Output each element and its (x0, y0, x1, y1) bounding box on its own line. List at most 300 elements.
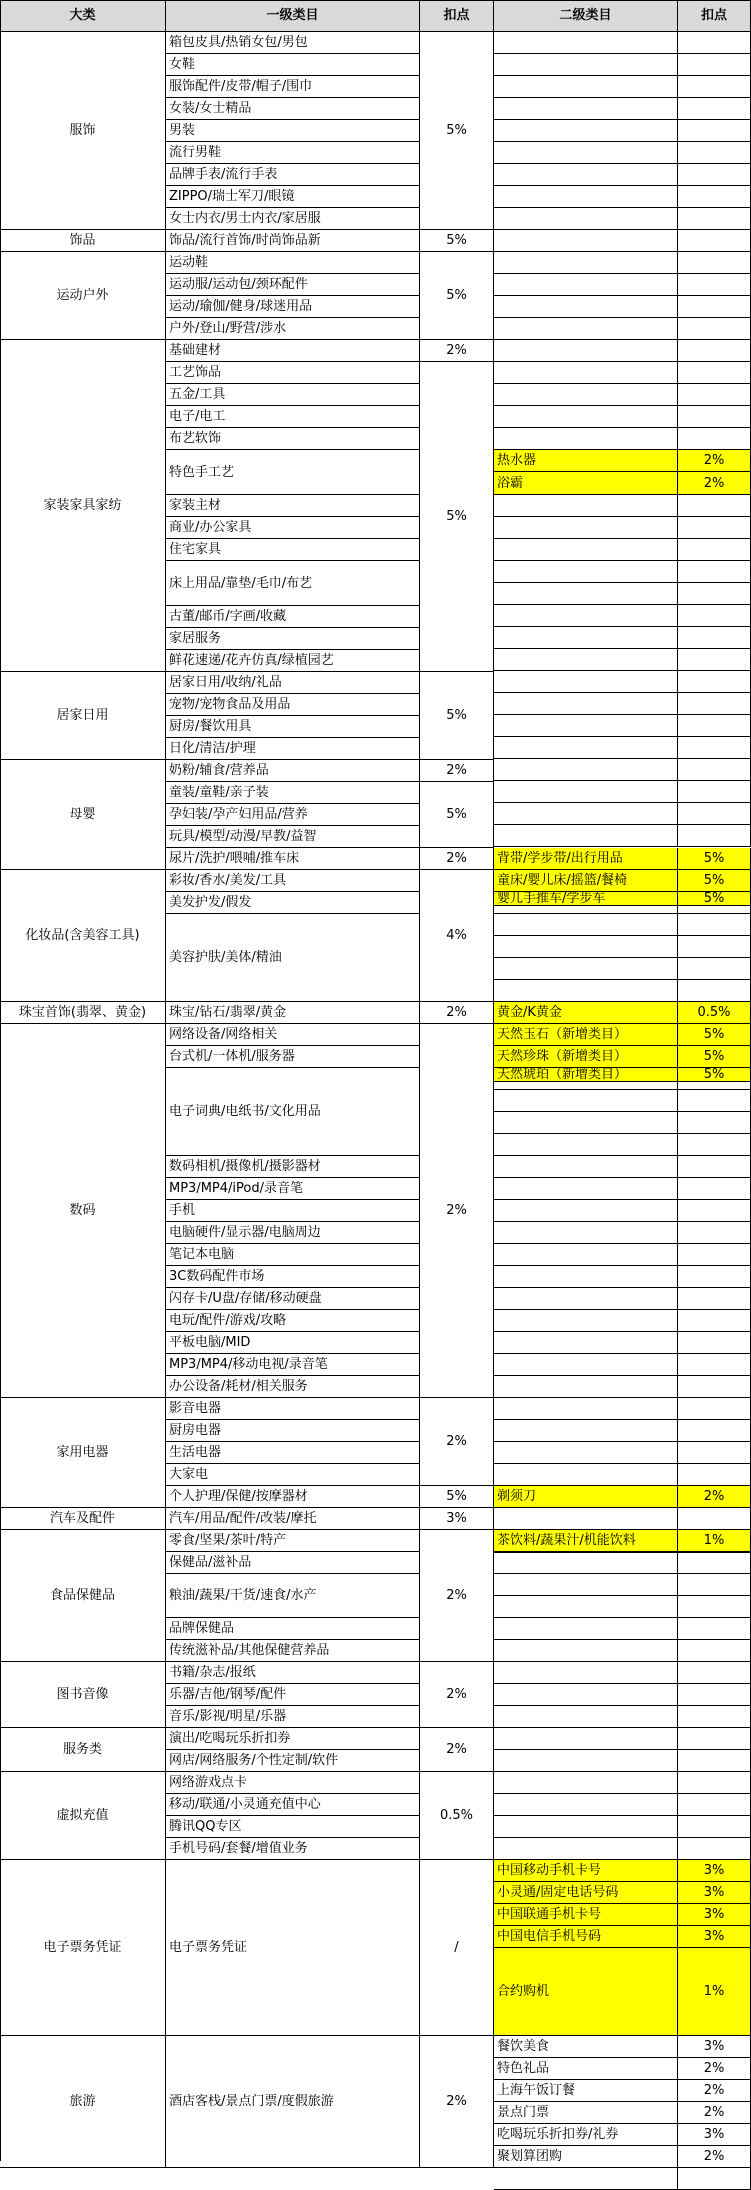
secondary-category-cell: 天然琥珀（新增类目） (494, 1068, 678, 1082)
secondary-rate-cell (678, 1090, 751, 1112)
secondary-category-cell (494, 539, 678, 561)
primary-category-cell: 品牌保健品 (166, 1618, 420, 1640)
primary-category-cell: 运动鞋 (166, 252, 420, 274)
primary-category-cell: 奶粉/辅食/营养品 (166, 760, 420, 782)
category-cell: 饰品 (0, 230, 166, 252)
secondary-rate-cell: 5% (678, 1024, 751, 1046)
secondary-category-cell (494, 1156, 678, 1178)
primary-category-cell: 品牌手表/流行手表 (166, 164, 420, 186)
secondary-category-cell (494, 54, 678, 76)
primary-category-cell: 生活电器 (166, 1442, 420, 1464)
secondary-rate-cell (678, 1310, 751, 1332)
secondary-rate-cell (678, 1640, 751, 1662)
header-secondary-rate: 扣点 (678, 0, 751, 32)
secondary-category-cell: 天然珍珠（新增类目） (494, 1046, 678, 1068)
secondary-rate-cell (678, 737, 751, 759)
primary-rate-cell: 4% (420, 870, 494, 1002)
primary-category-cell: 男装 (166, 120, 420, 142)
secondary-rate-cell: 5% (678, 848, 751, 870)
secondary-rate-cell (678, 759, 751, 781)
secondary-rate-cell (678, 1134, 751, 1156)
primary-category-cell: 网店/网络服务/个性定制/软件 (166, 1750, 420, 1772)
secondary-rate-cell (678, 693, 751, 715)
secondary-rate-cell: 5% (678, 1046, 751, 1068)
secondary-category-cell (494, 781, 678, 803)
secondary-category-cell (494, 1398, 678, 1420)
secondary-category-cell (494, 958, 678, 980)
primary-rate-cell: 2% (420, 1002, 494, 1024)
secondary-category-cell (494, 1662, 678, 1684)
secondary-rate-cell: 3% (678, 1904, 751, 1926)
secondary-category-cell (494, 340, 678, 362)
secondary-rate-cell (678, 1288, 751, 1310)
secondary-category-cell (494, 1244, 678, 1266)
primary-category-cell: 床上用品/靠垫/毛巾/布艺 (166, 561, 420, 606)
primary-rate-cell: 5% (420, 1486, 494, 1508)
primary-category-cell: 工艺饰品 (166, 362, 420, 384)
primary-category-cell: 酒店客栈/景点门票/度假旅游 (166, 2036, 420, 2168)
category-cell: 母婴 (0, 760, 166, 870)
header-secondary: 二级类目 (494, 0, 678, 32)
primary-category-cell: 汽车/用品/配件/改装/摩托 (166, 1508, 420, 1530)
primary-category-cell: 电子/电工 (166, 406, 420, 428)
secondary-rate-cell (678, 1442, 751, 1464)
secondary-rate-cell: 3% (678, 1882, 751, 1904)
primary-category-cell: 乐器/吉他/钢琴/配件 (166, 1684, 420, 1706)
secondary-category-cell (494, 1728, 678, 1750)
primary-category-cell: 玩具/模型/动漫/早教/益智 (166, 826, 420, 848)
secondary-rate-cell (678, 914, 751, 936)
primary-category-cell: 网络游戏点卡 (166, 1772, 420, 1794)
secondary-rate-cell (678, 2168, 751, 2190)
primary-category-cell: 电子票务凭证 (166, 1860, 420, 2036)
secondary-rate-cell (678, 1156, 751, 1178)
secondary-rate-cell (678, 252, 751, 274)
secondary-rate-cell (678, 406, 751, 428)
secondary-category-cell (494, 252, 678, 274)
primary-category-cell: 尿片/洗护/喂哺/推车床 (166, 848, 420, 870)
secondary-rate-cell (678, 1596, 751, 1618)
primary-category-cell: 闪存卡/U盘/存储/移动硬盘 (166, 1288, 420, 1310)
secondary-rate-cell (678, 428, 751, 450)
secondary-category-cell: 聚划算团购 (494, 2146, 678, 2168)
secondary-category-cell: 特色礼品 (494, 2058, 678, 2080)
primary-category-cell: 家装主材 (166, 495, 420, 517)
primary-rate-cell: 2% (420, 1530, 494, 1662)
secondary-category-cell (494, 936, 678, 958)
secondary-category-cell: 婴儿手推车/学步车 (494, 892, 678, 906)
secondary-rate-cell (678, 1332, 751, 1354)
secondary-category-cell: 小灵通/固定电话号码 (494, 1882, 678, 1904)
primary-category-cell: 珠宝/钻石/翡翠/黄金 (166, 1002, 420, 1024)
secondary-category-cell: 餐饮美食 (494, 2036, 678, 2058)
primary-category-cell: 美发护发/假发 (166, 892, 420, 914)
secondary-rate-cell (678, 803, 751, 825)
primary-category-cell: MP3/MP4/iPod/录音笔 (166, 1178, 420, 1200)
secondary-rate-cell (678, 1508, 751, 1530)
secondary-rate-cell (678, 1662, 751, 1684)
secondary-rate-cell (678, 781, 751, 803)
category-cell: 虚拟充值 (0, 1772, 166, 1860)
primary-category-cell: 手机号码/套餐/增值业务 (166, 1838, 420, 1860)
secondary-rate-cell (678, 1684, 751, 1706)
secondary-category-cell (494, 1222, 678, 1244)
secondary-category-cell: 天然玉石（新增类目） (494, 1024, 678, 1046)
category-cell: 家装家具家纺 (0, 340, 166, 672)
secondary-rate-cell: 2% (678, 1486, 751, 1508)
primary-category-cell: 基础建材 (166, 340, 420, 362)
primary-category-cell: 零食/坚果/茶叶/特产 (166, 1530, 420, 1552)
primary-rate-cell: 2% (420, 848, 494, 870)
primary-rate-cell: 3% (420, 1508, 494, 1530)
secondary-category-cell (494, 2168, 678, 2190)
secondary-rate-cell (678, 1376, 751, 1398)
secondary-category-cell (494, 1420, 678, 1442)
primary-category-cell: 居家日用/收纳/礼品 (166, 672, 420, 694)
category-cell: 服饰 (0, 32, 166, 230)
secondary-rate-cell: 5% (678, 892, 751, 906)
secondary-category-cell (494, 693, 678, 715)
secondary-category-cell (494, 1200, 678, 1222)
category-cell: 电子票务凭证 (0, 1860, 166, 2036)
primary-category-cell: 彩妆/香水/美发/工具 (166, 870, 420, 892)
primary-category-cell: 保健品/滋补品 (166, 1552, 420, 1574)
secondary-category-cell (494, 98, 678, 120)
secondary-category-cell (494, 892, 678, 914)
secondary-category-cell: 中国移动手机卡号 (494, 1860, 678, 1882)
secondary-category-cell (494, 561, 678, 583)
secondary-rate-cell (678, 539, 751, 561)
secondary-rate-cell (678, 142, 751, 164)
primary-category-cell: ZIPPO/瑞士军刀/眼镜 (166, 186, 420, 208)
secondary-category-cell (494, 76, 678, 98)
secondary-category-cell (494, 1046, 678, 1068)
primary-category-cell: 电子词典/电纸书/文化用品 (166, 1068, 420, 1156)
primary-category-cell: 传统滋补品/其他保健营养品 (166, 1640, 420, 1662)
secondary-rate-cell (678, 1046, 751, 1068)
primary-category-cell: 移动/联通/小灵通充值中心 (166, 1794, 420, 1816)
secondary-category-cell: 中国联通手机卡号 (494, 1904, 678, 1926)
primary-rate-cell: 2% (420, 340, 494, 362)
header-category: 大类 (0, 0, 166, 32)
primary-category-cell: 五金/工具 (166, 384, 420, 406)
primary-category-cell: 服饰配件/皮带/帽子/围巾 (166, 76, 420, 98)
secondary-category-cell (494, 186, 678, 208)
secondary-category-cell (494, 1112, 678, 1134)
secondary-category-cell (494, 1442, 678, 1464)
primary-rate-cell: 2% (420, 1024, 494, 1398)
primary-category-cell: 台式机/一体机/服务器 (166, 1046, 420, 1068)
secondary-category-cell (494, 318, 678, 340)
secondary-category-cell (494, 1266, 678, 1288)
secondary-rate-cell: 0.5% (678, 1002, 751, 1024)
secondary-category-cell (494, 1640, 678, 1662)
primary-category-cell: 家居服务 (166, 628, 420, 650)
secondary-category-cell (494, 1618, 678, 1640)
secondary-rate-cell: 3% (678, 1860, 751, 1882)
primary-category-cell: 运动/瑜伽/健身/球迷用品 (166, 296, 420, 318)
secondary-category-cell (494, 362, 678, 384)
primary-category-cell: 厨房/餐饮用具 (166, 716, 420, 738)
secondary-rate-cell (678, 362, 751, 384)
secondary-category-cell (494, 649, 678, 671)
secondary-rate-cell (678, 1750, 751, 1772)
secondary-category-cell (494, 230, 678, 252)
header-primary: 一级类目 (166, 0, 420, 32)
primary-category-cell: 笔记本电脑 (166, 1244, 420, 1266)
secondary-rate-cell (678, 825, 751, 847)
primary-category-cell: 平板电脑/MID (166, 1332, 420, 1354)
secondary-rate-cell: 2% (678, 2102, 751, 2124)
primary-category-cell: 女士内衣/男士内衣/家居服 (166, 208, 420, 230)
primary-category-cell: 流行男鞋 (166, 142, 420, 164)
primary-category-cell: 日化/清洁/护理 (166, 738, 420, 760)
category-cell: 数码 (0, 1024, 166, 1398)
primary-category-cell: 演出/吃喝玩乐折扣券 (166, 1728, 420, 1750)
secondary-category-cell (494, 1090, 678, 1112)
secondary-rate-cell (678, 98, 751, 120)
secondary-category-cell: 黄金/K黄金 (494, 1002, 678, 1024)
secondary-category-cell: 中国电信手机号码 (494, 1926, 678, 1948)
primary-category-cell: 3C数码配件市场 (166, 1266, 420, 1288)
secondary-category-cell: 剃须刀 (494, 1486, 678, 1508)
secondary-category-cell (494, 1772, 678, 1794)
primary-category-cell: 手机 (166, 1200, 420, 1222)
primary-category-cell: 孕妇装/孕产妇用品/营养 (166, 804, 420, 826)
secondary-category-cell (494, 517, 678, 539)
primary-category-cell: 厨房电器 (166, 1420, 420, 1442)
secondary-rate-cell: 2% (678, 2080, 751, 2102)
secondary-category-cell (494, 1310, 678, 1332)
primary-category-cell: 电脑硬件/显示器/电脑周边 (166, 1222, 420, 1244)
primary-category-cell: 个人护理/保健/按摩器材 (166, 1486, 420, 1508)
primary-rate-cell: 2% (420, 1398, 494, 1486)
primary-category-cell: 户外/登山/野营/涉水 (166, 318, 420, 340)
secondary-rate-cell (678, 936, 751, 958)
primary-rate-cell: 0.5% (420, 1772, 494, 1860)
secondary-rate-cell (678, 1816, 751, 1838)
secondary-category-cell (494, 164, 678, 186)
secondary-category-cell (494, 208, 678, 230)
category-cell: 化妆品(含美容工具) (0, 870, 166, 1002)
secondary-category-cell (494, 1816, 678, 1838)
secondary-rate-cell (678, 1552, 751, 1574)
secondary-rate-cell (678, 1200, 751, 1222)
secondary-rate-cell (678, 980, 751, 1002)
category-cell: 居家日用 (0, 672, 166, 760)
primary-rate-cell: 2% (420, 2036, 494, 2168)
secondary-rate-cell (678, 958, 751, 980)
secondary-rate-cell: 5% (678, 1068, 751, 1082)
secondary-category-cell (494, 1574, 678, 1596)
primary-rate-cell: 5% (420, 230, 494, 252)
secondary-category-cell (494, 803, 678, 825)
primary-category-cell: 数码相机/摄像机/摄影器材 (166, 1156, 420, 1178)
secondary-category-cell (494, 605, 678, 627)
primary-rate-cell: 2% (420, 1728, 494, 1772)
secondary-rate-cell (678, 76, 751, 98)
category-cell: 食品保健品 (0, 1530, 166, 1662)
secondary-category-cell (494, 406, 678, 428)
category-cell: 服务类 (0, 1728, 166, 1772)
secondary-rate-cell (678, 1574, 751, 1596)
primary-rate-cell: / (420, 1860, 494, 2036)
secondary-rate-cell (678, 1244, 751, 1266)
secondary-category-cell (494, 1750, 678, 1772)
primary-category-cell: 商业/办公家具 (166, 517, 420, 539)
secondary-category-cell (494, 1508, 678, 1530)
secondary-category-cell: 景点门票 (494, 2102, 678, 2124)
primary-category-cell: 童装/童鞋/亲子装 (166, 782, 420, 804)
secondary-rate-cell (678, 296, 751, 318)
primary-rate-cell: 5% (420, 32, 494, 230)
primary-category-cell: 影音电器 (166, 1398, 420, 1420)
secondary-rate-cell (678, 1024, 751, 1046)
secondary-rate-cell: 3% (678, 2036, 751, 2058)
secondary-rate-cell (678, 54, 751, 76)
secondary-category-cell (494, 1552, 678, 1574)
secondary-category-cell (494, 1178, 678, 1200)
primary-category-cell: 粮油/蔬果/干货/速食/水产 (166, 1574, 420, 1618)
secondary-rate-cell (678, 605, 751, 627)
secondary-rate-cell (678, 1772, 751, 1794)
secondary-rate-cell (678, 120, 751, 142)
secondary-rate-cell (678, 583, 751, 605)
secondary-category-cell (494, 495, 678, 517)
secondary-rate-cell (678, 671, 751, 693)
secondary-rate-cell (678, 1178, 751, 1200)
primary-category-cell: 腾讯QQ专区 (166, 1816, 420, 1838)
primary-category-cell: 电玩/配件/游戏/攻略 (166, 1310, 420, 1332)
primary-category-cell: 女鞋 (166, 54, 420, 76)
secondary-rate-cell (678, 274, 751, 296)
secondary-rate-cell: 2% (678, 2146, 751, 2168)
secondary-category-cell (494, 32, 678, 54)
header-rate: 扣点 (420, 0, 494, 32)
secondary-category-cell (494, 1706, 678, 1728)
category-cell: 珠宝首饰(翡翠、黄金) (0, 1002, 166, 1024)
secondary-rate-cell: 5% (678, 870, 751, 892)
secondary-category-cell (494, 715, 678, 737)
category-cell: 运动户外 (0, 252, 166, 340)
secondary-rate-cell (678, 870, 751, 892)
secondary-category-cell: 浴霸 (494, 472, 678, 495)
primary-category-cell: 住宅家具 (166, 539, 420, 561)
secondary-rate-cell (678, 495, 751, 517)
secondary-rate-cell (678, 1398, 751, 1420)
secondary-category-cell (494, 1024, 678, 1046)
secondary-category-cell (494, 1134, 678, 1156)
secondary-category-cell (494, 274, 678, 296)
secondary-rate-cell (678, 1420, 751, 1442)
primary-category-cell: 大家电 (166, 1464, 420, 1486)
category-cell: 家用电器 (0, 1398, 166, 1508)
secondary-rate-cell (678, 1706, 751, 1728)
secondary-category-cell (494, 384, 678, 406)
secondary-rate-cell (678, 1838, 751, 1860)
primary-category-cell: 书籍/杂志/报纸 (166, 1662, 420, 1684)
primary-category-cell: 布艺软饰 (166, 428, 420, 450)
primary-category-cell: 鲜花速递/花卉仿真/绿植园艺 (166, 650, 420, 672)
secondary-rate-cell (678, 1222, 751, 1244)
secondary-category-cell (494, 296, 678, 318)
secondary-category-cell (494, 627, 678, 649)
primary-rate-cell: 5% (420, 672, 494, 760)
secondary-category-cell: 上海午饭订餐 (494, 2080, 678, 2102)
secondary-rate-cell: 3% (678, 1926, 751, 1948)
secondary-rate-cell (678, 1794, 751, 1816)
secondary-rate-cell: 1% (678, 1948, 751, 2036)
secondary-category-cell (494, 1596, 678, 1618)
secondary-category-cell (494, 1838, 678, 1860)
secondary-category-cell (494, 1354, 678, 1376)
primary-category-cell: 办公设备/耗材/相关服务 (166, 1376, 420, 1398)
secondary-category-cell (494, 120, 678, 142)
primary-category-cell: 箱包皮具/热销女包/男包 (166, 32, 420, 54)
secondary-rate-cell (678, 892, 751, 914)
secondary-rate-cell (678, 1068, 751, 1090)
secondary-rate-cell: 3% (678, 2124, 751, 2146)
secondary-category-cell: 背带/学步带/出行用品 (494, 848, 678, 870)
primary-category-cell: 运动服/运动包/颈环配件 (166, 274, 420, 296)
secondary-rate-cell (678, 715, 751, 737)
secondary-category-cell (494, 583, 678, 605)
primary-category-cell: MP3/MP4/移动电视/录音笔 (166, 1354, 420, 1376)
secondary-rate-cell (678, 186, 751, 208)
secondary-rate-cell (678, 384, 751, 406)
secondary-category-cell (494, 825, 678, 847)
secondary-rate-cell (678, 318, 751, 340)
primary-category-cell: 音乐/影视/明星/乐器 (166, 1706, 420, 1728)
secondary-category-cell (494, 1464, 678, 1486)
secondary-category-cell: 茶饮料/蔬果汁/机能饮料 (494, 1530, 678, 1552)
secondary-rate-cell (678, 1728, 751, 1750)
secondary-rate-cell (678, 627, 751, 649)
secondary-rate-cell: 2% (678, 450, 751, 472)
secondary-category-cell: 吃喝玩乐折扣券/礼券 (494, 2124, 678, 2146)
primary-rate-cell: 5% (420, 782, 494, 848)
primary-rate-cell: 5% (420, 362, 494, 672)
secondary-rate-cell (678, 561, 751, 583)
secondary-category-cell (494, 1794, 678, 1816)
secondary-rate-cell (678, 230, 751, 252)
secondary-rate-cell: 1% (678, 1530, 751, 1552)
primary-category-cell: 美容护肤/美体/精油 (166, 914, 420, 1002)
category-cell: 旅游 (0, 2036, 166, 2168)
secondary-rate-cell (678, 1464, 751, 1486)
secondary-rate-cell (678, 1112, 751, 1134)
primary-rate-cell: 2% (420, 1662, 494, 1728)
secondary-category-cell: 热水器 (494, 450, 678, 472)
secondary-category-cell (494, 428, 678, 450)
primary-rate-cell: 5% (420, 252, 494, 340)
secondary-category-cell (494, 1376, 678, 1398)
primary-category-cell: 女装/女士精品 (166, 98, 420, 120)
secondary-rate-cell (678, 164, 751, 186)
secondary-category-cell (494, 737, 678, 759)
secondary-category-cell (494, 980, 678, 1002)
secondary-category-cell (494, 1288, 678, 1310)
secondary-rate-cell (678, 1618, 751, 1640)
secondary-rate-cell (678, 340, 751, 362)
primary-rate-cell: 2% (420, 760, 494, 782)
secondary-category-cell (494, 759, 678, 781)
secondary-rate-cell (678, 1266, 751, 1288)
primary-category-cell: 宠物/宠物食品及用品 (166, 694, 420, 716)
secondary-category-cell (494, 1684, 678, 1706)
secondary-category-cell (494, 671, 678, 693)
secondary-category-cell (494, 914, 678, 936)
